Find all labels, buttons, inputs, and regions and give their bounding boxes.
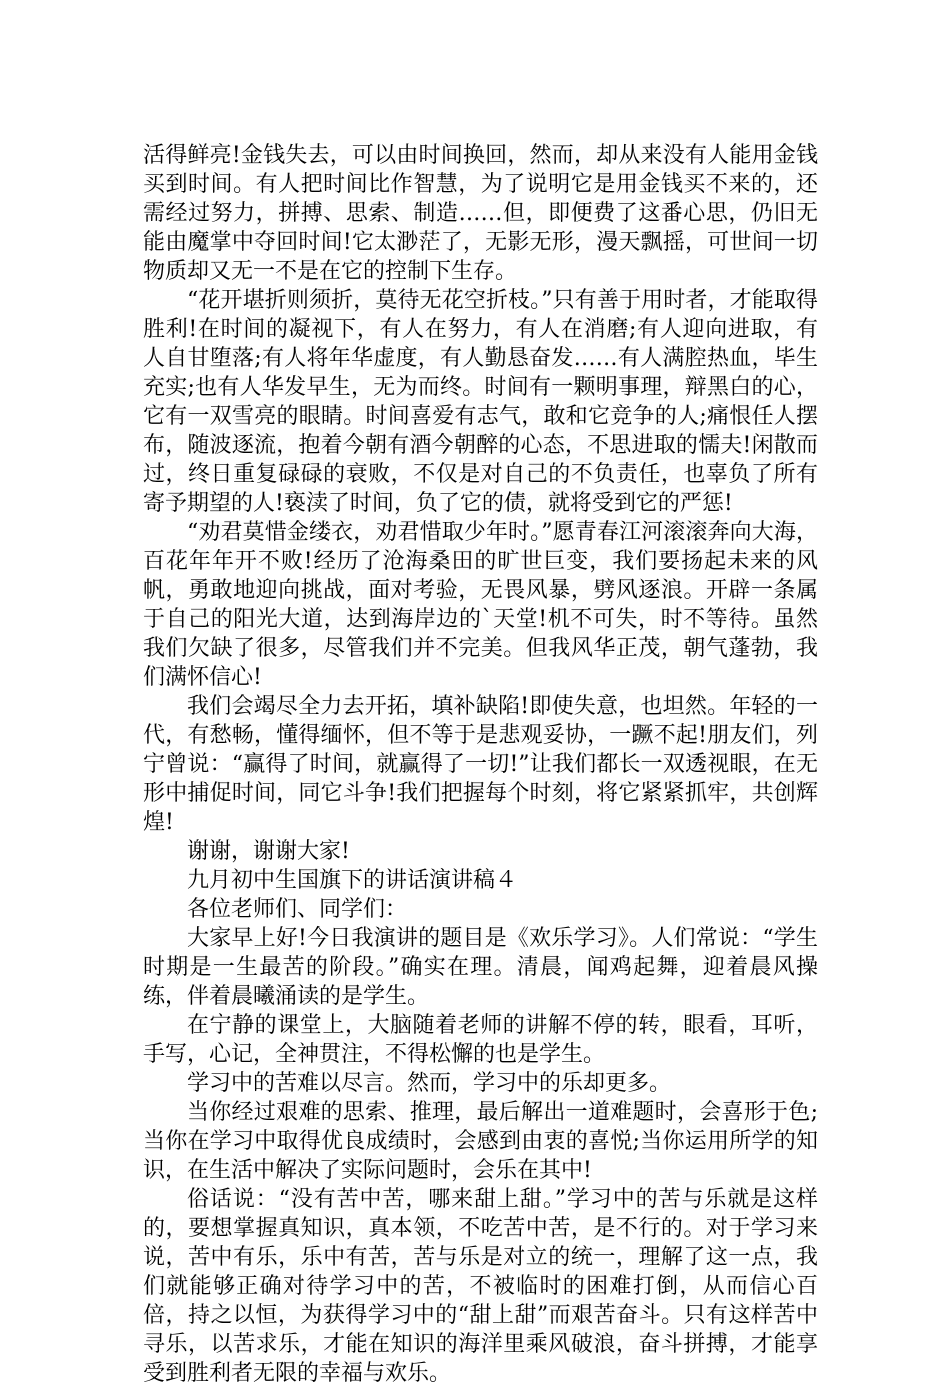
paragraph-thanks: 谢谢，谢谢大家!	[187, 839, 350, 864]
document-body	[143, 141, 818, 1388]
paragraph-12: 俗话说：“没有苦中苦，哪来甜上甜。”学习中的苦与乐就是这样的，要想掌握真知识，真本领，不吃苦中苦，是不行的。对于学习来说，苦中有乐，乐中有苦，苦与乐是对立的统一，理解了这一点，我们就能够正确对待学习中的苦，不被临时的困难打倒，从而信心百倍，持之以恒，为获得学习中的“甜上甜”而艰苦奋斗。只有这样苦中寻乐，以苦求乐，才能在知识的海洋里乘风破浪，奋斗拼搏，才能享受到胜利者无限的幸福与欢乐。	[143, 1187, 818, 1386]
paragraph-11: 当你经过艰难的思索、推理，最后解出一道难题时，会喜形于色;当你在学习中取得优良成绩时，会感到由衷的喜悦;当你运用所学的知识，在生活中解决了实际问题时，会乐在其中!	[143, 1100, 818, 1183]
paragraph-9: 在宁静的课堂上，大脑随着老师的讲解不停的转，眼看，耳听，手写，心记，全神贯注，不得松懈的也是学生。	[143, 1013, 818, 1067]
speech-title: 九月初中生国旗下的讲话演讲稿４	[187, 868, 518, 893]
paragraph-3: “劝君莫惜金缕衣，劝君惜取少年时。”愿青春江河滚滚奔向大海，百花年年开不败!经历了沧海桑田的旷世巨变，我们要扬起未来的风帆，勇敢地迎向挑战，面对考验，无畏风暴，劈风逐浪。开辟一条属于自己的阳光大道，达到海岸边的`天堂!机不可失，时不等待。虽然我们欠缺了很多，尽管我们并不完美。但我风华正茂，朝气蓬勃，我们满怀信心!	[143, 520, 818, 690]
paragraph-4: 我们会竭尽全力去开拓，填补缺陷!即使失意，也坦然。年轻的一代，有愁畅，懂得缅怀，但不等于是悲观妥协，一蹶不起!朋友们，列宁曾说：“赢得了时间，就赢得了一切!”让我们都长一双透视眼，在无形中捕促时间，同它斗争!我们把握每个时刻，将它紧紧抓牢，共创辉煌!	[143, 694, 818, 835]
paragraph-8: 大家早上好!今日我演讲的题目是《欢乐学习》。人们常说：“学生时期是一生最苦的阶段。”确实在理。清晨，闻鸡起舞，迎着晨风操练，伴着晨曦涌读的是学生。	[143, 926, 818, 1009]
salutation: 各位老师们、同学们：	[187, 897, 408, 922]
paragraph-1: 活得鲜亮!金钱失去，可以由时间换回，然而，却从来没有人能用金钱买到时间。有人把时间比作智慧，为了说明它是用金钱买不来的，还需经过努力，拼搏、思索、制造……但，即便费了这番心思，仍旧无能由魔掌中夺回时间!它太渺茫了，无影无形，漫天飘摇，可世间一切物质却又无一不是在它的控制下生存。	[143, 143, 818, 284]
paragraph-10: 学习中的苦难以尽言。然而，学习中的乐却更多。	[187, 1071, 672, 1096]
paragraph-2: “花开堪折则须折，莫待无花空折枝。”只有善于用时者，才能取得胜利!在时间的凝视下，有人在努力，有人在消磨;有人迎向进取，有人自甘堕落;有人将年华虚度，有人勤恳奋发……有人满腔热血，毕生充实;也有人华发早生，无为而终。时间有一颗明事理，辩黑白的心，它有一双雪亮的眼睛。时间喜爱有志气，敢和它竞争的人;痛恨任人摆布，随波逐流，抱着今朝有酒今朝醉的心态，不思进取的懦夫!闲散而过，终日重复碌碌的衰败，不仅是对自己的不负责任，也辜负了所有寄予期望的人!亵渎了时间，负了它的债，就将受到它的严惩!	[143, 288, 818, 516]
